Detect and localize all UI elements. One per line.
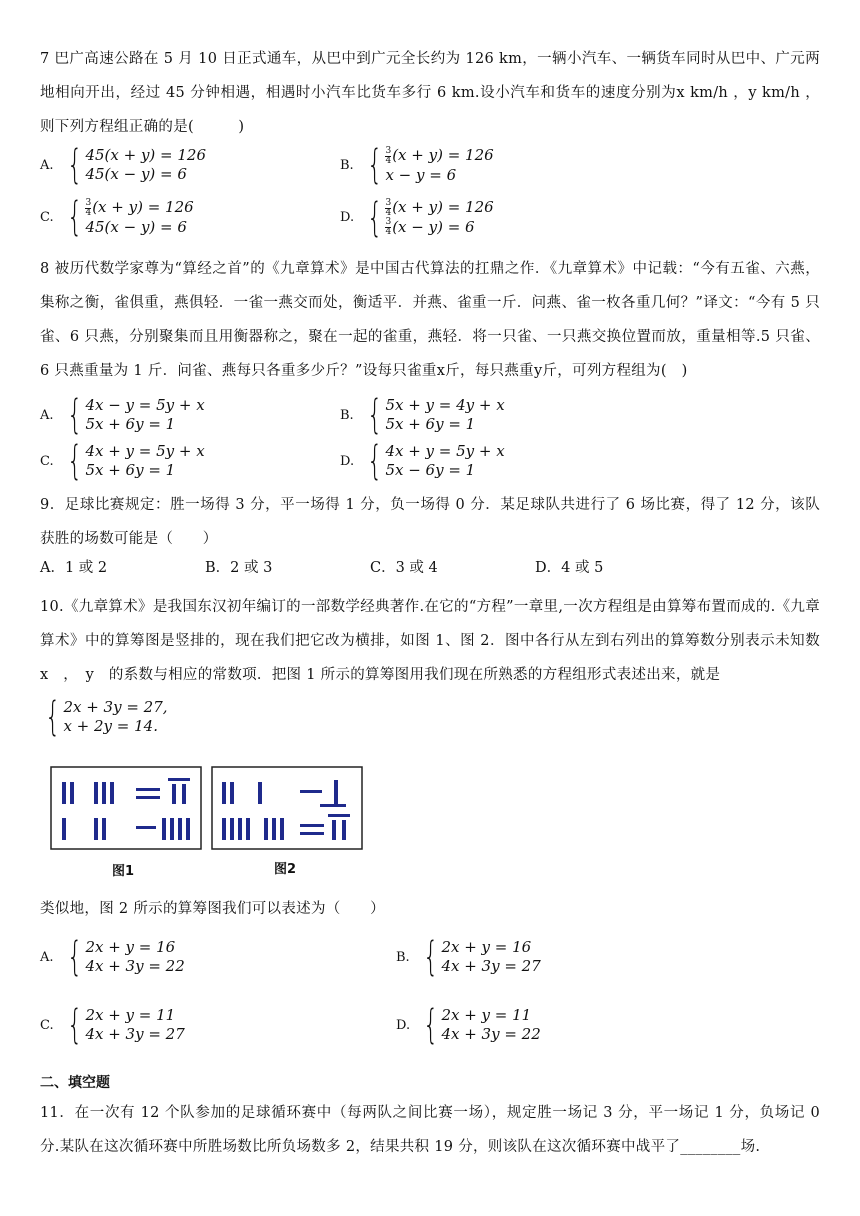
brace-icon: {: [367, 142, 383, 189]
equation-1: 5x + y = 4y + x: [385, 396, 505, 414]
q10-example-system: [40, 694, 168, 740]
q9-option-a[interactable]: A．1 或 2: [40, 560, 108, 576]
equation-2: 4x + 3y = 27: [85, 1025, 185, 1043]
figure-2-caption: 图2: [274, 862, 297, 877]
q10-option-b[interactable]: [396, 934, 541, 980]
option-label: B.: [340, 157, 354, 173]
q7-option-a[interactable]: [40, 142, 207, 188]
question-8-text: 8 被历代数学家尊为“算经之首”的《九章算术》是中国古代算法的扛鼎之作．《九章算术》中记载：“今有五雀、六燕，集称之衡，雀俱重，燕俱轻．一雀一燕交而处，衡适平．并燕、雀重一斤．问燕、雀一枚各重几何？”译文：“今有 5 只雀、6 只燕，分别聚集而且用衡器称之，聚在一起的雀重，燕轻．将一只雀、一只燕交换位置而放，重量相等.5 只雀、6 只燕重量为 1 斤．问雀、燕每只各重多少斤？”设每只雀重x斤，每只燕重y斤，可列方程组为( ): [40, 261, 820, 379]
equation-1: 4x − y = 5y + x: [85, 396, 205, 414]
brace-icon: {: [67, 392, 83, 438]
brace-icon: {: [67, 142, 83, 188]
q7-option-d[interactable]: [340, 194, 494, 241]
fraction-3-4: 3 4: [385, 197, 392, 218]
q9-option-b[interactable]: B．2 或 3: [205, 560, 273, 576]
brace-icon: {: [423, 934, 439, 980]
equation-1: 3 4(x + y) = 126: [385, 145, 494, 166]
option-label: D.: [340, 210, 355, 225]
brace-icon: {: [423, 1002, 439, 1048]
question-7-text: 7 巴广高速公路在 5 月 10 日正式通车，从巴中到广元全长约为 126 km，一辆小汽车、一辆货车同时从巴中、广元两地相向开出，经过 45 分钟相遇，相遇时小汽车比货车多行 6 km.设小汽车和货车的速度分别为x km/h ，y km/h ，则下列方程组正确的是( ): [40, 51, 820, 135]
equation-2: x − y = 6: [385, 165, 457, 184]
equation-2: 5x + 6y = 1: [385, 415, 476, 433]
option-label: C.: [40, 209, 54, 225]
option-label: C.: [40, 1017, 54, 1033]
brace-icon: {: [67, 934, 83, 980]
section-heading: 二、填空题: [40, 1075, 110, 1091]
equation-2: 5x + 6y = 1: [85, 415, 176, 433]
equation-1: 2x + y = 16: [441, 938, 532, 956]
equation-1: 2x + y = 16: [85, 938, 176, 956]
option-label: B.: [396, 949, 410, 965]
q9-option-d[interactable]: D．4 或 5: [535, 560, 604, 576]
counting-rod-diagram: [50, 766, 370, 876]
question-11-text: 11．在一次有 12 个队参加的足球循环赛中（每两队之间比赛一场），规定胜一场记 3 分，平一场记 1 分，负场记 0 分.某队在这次循环赛中所胜场数比所负场数多 2，结果共积 19 分，则该队在这次循环赛中战平了________场.: [40, 1105, 820, 1155]
brace-icon: {: [67, 194, 83, 241]
equation-2: 4x + 3y = 22: [441, 1025, 541, 1043]
brace-icon: {: [67, 438, 83, 484]
equation-2: 3 4(x − y) = 6: [385, 217, 475, 237]
q8-option-d[interactable]: [340, 438, 505, 484]
figure-2-rods: [222, 780, 350, 840]
question-9-text: 9．足球比赛规定：胜一场得 3 分，平一场得 1 分，负一场得 0 分．某足球队共进行了 6 场比赛，得了 12 分，该队获胜的场数可能是（ ）: [40, 497, 820, 547]
equation-2: 45(x − y) = 6: [85, 217, 187, 236]
q7-option-b[interactable]: [340, 142, 494, 189]
equation-1: 2x + y = 11: [441, 1006, 532, 1024]
equation-2: 5x + 6y = 1: [85, 461, 176, 479]
option-label: A.: [40, 157, 54, 173]
q9-option-c[interactable]: C．3 或 4: [370, 560, 438, 576]
equation-1: 3 4(x + y) = 126: [385, 197, 494, 218]
brace-icon: {: [367, 194, 383, 241]
equation-2: 45(x − y) = 6: [85, 165, 187, 183]
equation-1: 2x + 3y = 27,: [63, 698, 168, 716]
option-label: A.: [40, 949, 54, 965]
brace-icon: {: [367, 438, 383, 484]
q8-option-a[interactable]: [40, 392, 205, 438]
q10-option-d[interactable]: [396, 1002, 541, 1048]
figure-1-caption: 图1: [112, 864, 135, 879]
q10-option-c[interactable]: [40, 1002, 185, 1048]
brace-icon: {: [367, 392, 383, 438]
option-label: B.: [340, 407, 354, 423]
equation-1: 2x + y = 11: [85, 1006, 176, 1024]
fraction-3-4: 3 4: [385, 217, 392, 237]
equation-1: 3 4(x + y) = 126: [85, 197, 194, 218]
option-label: C.: [40, 453, 54, 469]
q7-option-c[interactable]: [40, 194, 194, 241]
equation-2: 4x + 3y = 22: [85, 957, 185, 975]
question-10-prompt: 类似地，图 2 所示的算筹图我们可以表述为（ ）: [40, 901, 385, 917]
equation-1: 4x + y = 5y + x: [85, 442, 205, 460]
figure-1-rods: [62, 778, 190, 840]
option-label: A.: [40, 407, 54, 423]
equation-2: x + 2y = 14.: [63, 717, 158, 735]
question-10-text: 10.《九章算术》是我国东汉初年编订的一部数学经典著作.在它的“方程”一章里,一次方程组是由算筹布置而成的.《九章算术》中的算筹图是竖排的，现在我们把它改为横排，如图 1、图 2．图中各行从左到右列出的算筹数分别表示未知数 x ， y 的系数与相应的常数项．把图 1 所示的算筹图用我们现在所熟悉的方程组形式表述出来，就是: [40, 599, 835, 683]
counting-rod-figures: [50, 766, 370, 879]
brace-icon: {: [67, 1002, 83, 1048]
q9-options: [40, 556, 820, 577]
fraction-3-4: 3 4: [85, 197, 92, 218]
option-label: D.: [340, 453, 355, 469]
equation-1: 45(x + y) = 126: [85, 146, 207, 164]
fraction-3-4: 3 4: [385, 145, 392, 166]
option-label: D.: [396, 1017, 411, 1033]
equation-2: 5x − 6y = 1: [385, 461, 476, 479]
equation-1: 4x + y = 5y + x: [385, 442, 505, 460]
equation-2: 4x + 3y = 27: [441, 957, 541, 975]
brace-icon: {: [45, 694, 61, 740]
q8-option-c[interactable]: [40, 438, 205, 484]
q8-option-b[interactable]: [340, 392, 505, 438]
q10-option-a[interactable]: [40, 934, 185, 980]
